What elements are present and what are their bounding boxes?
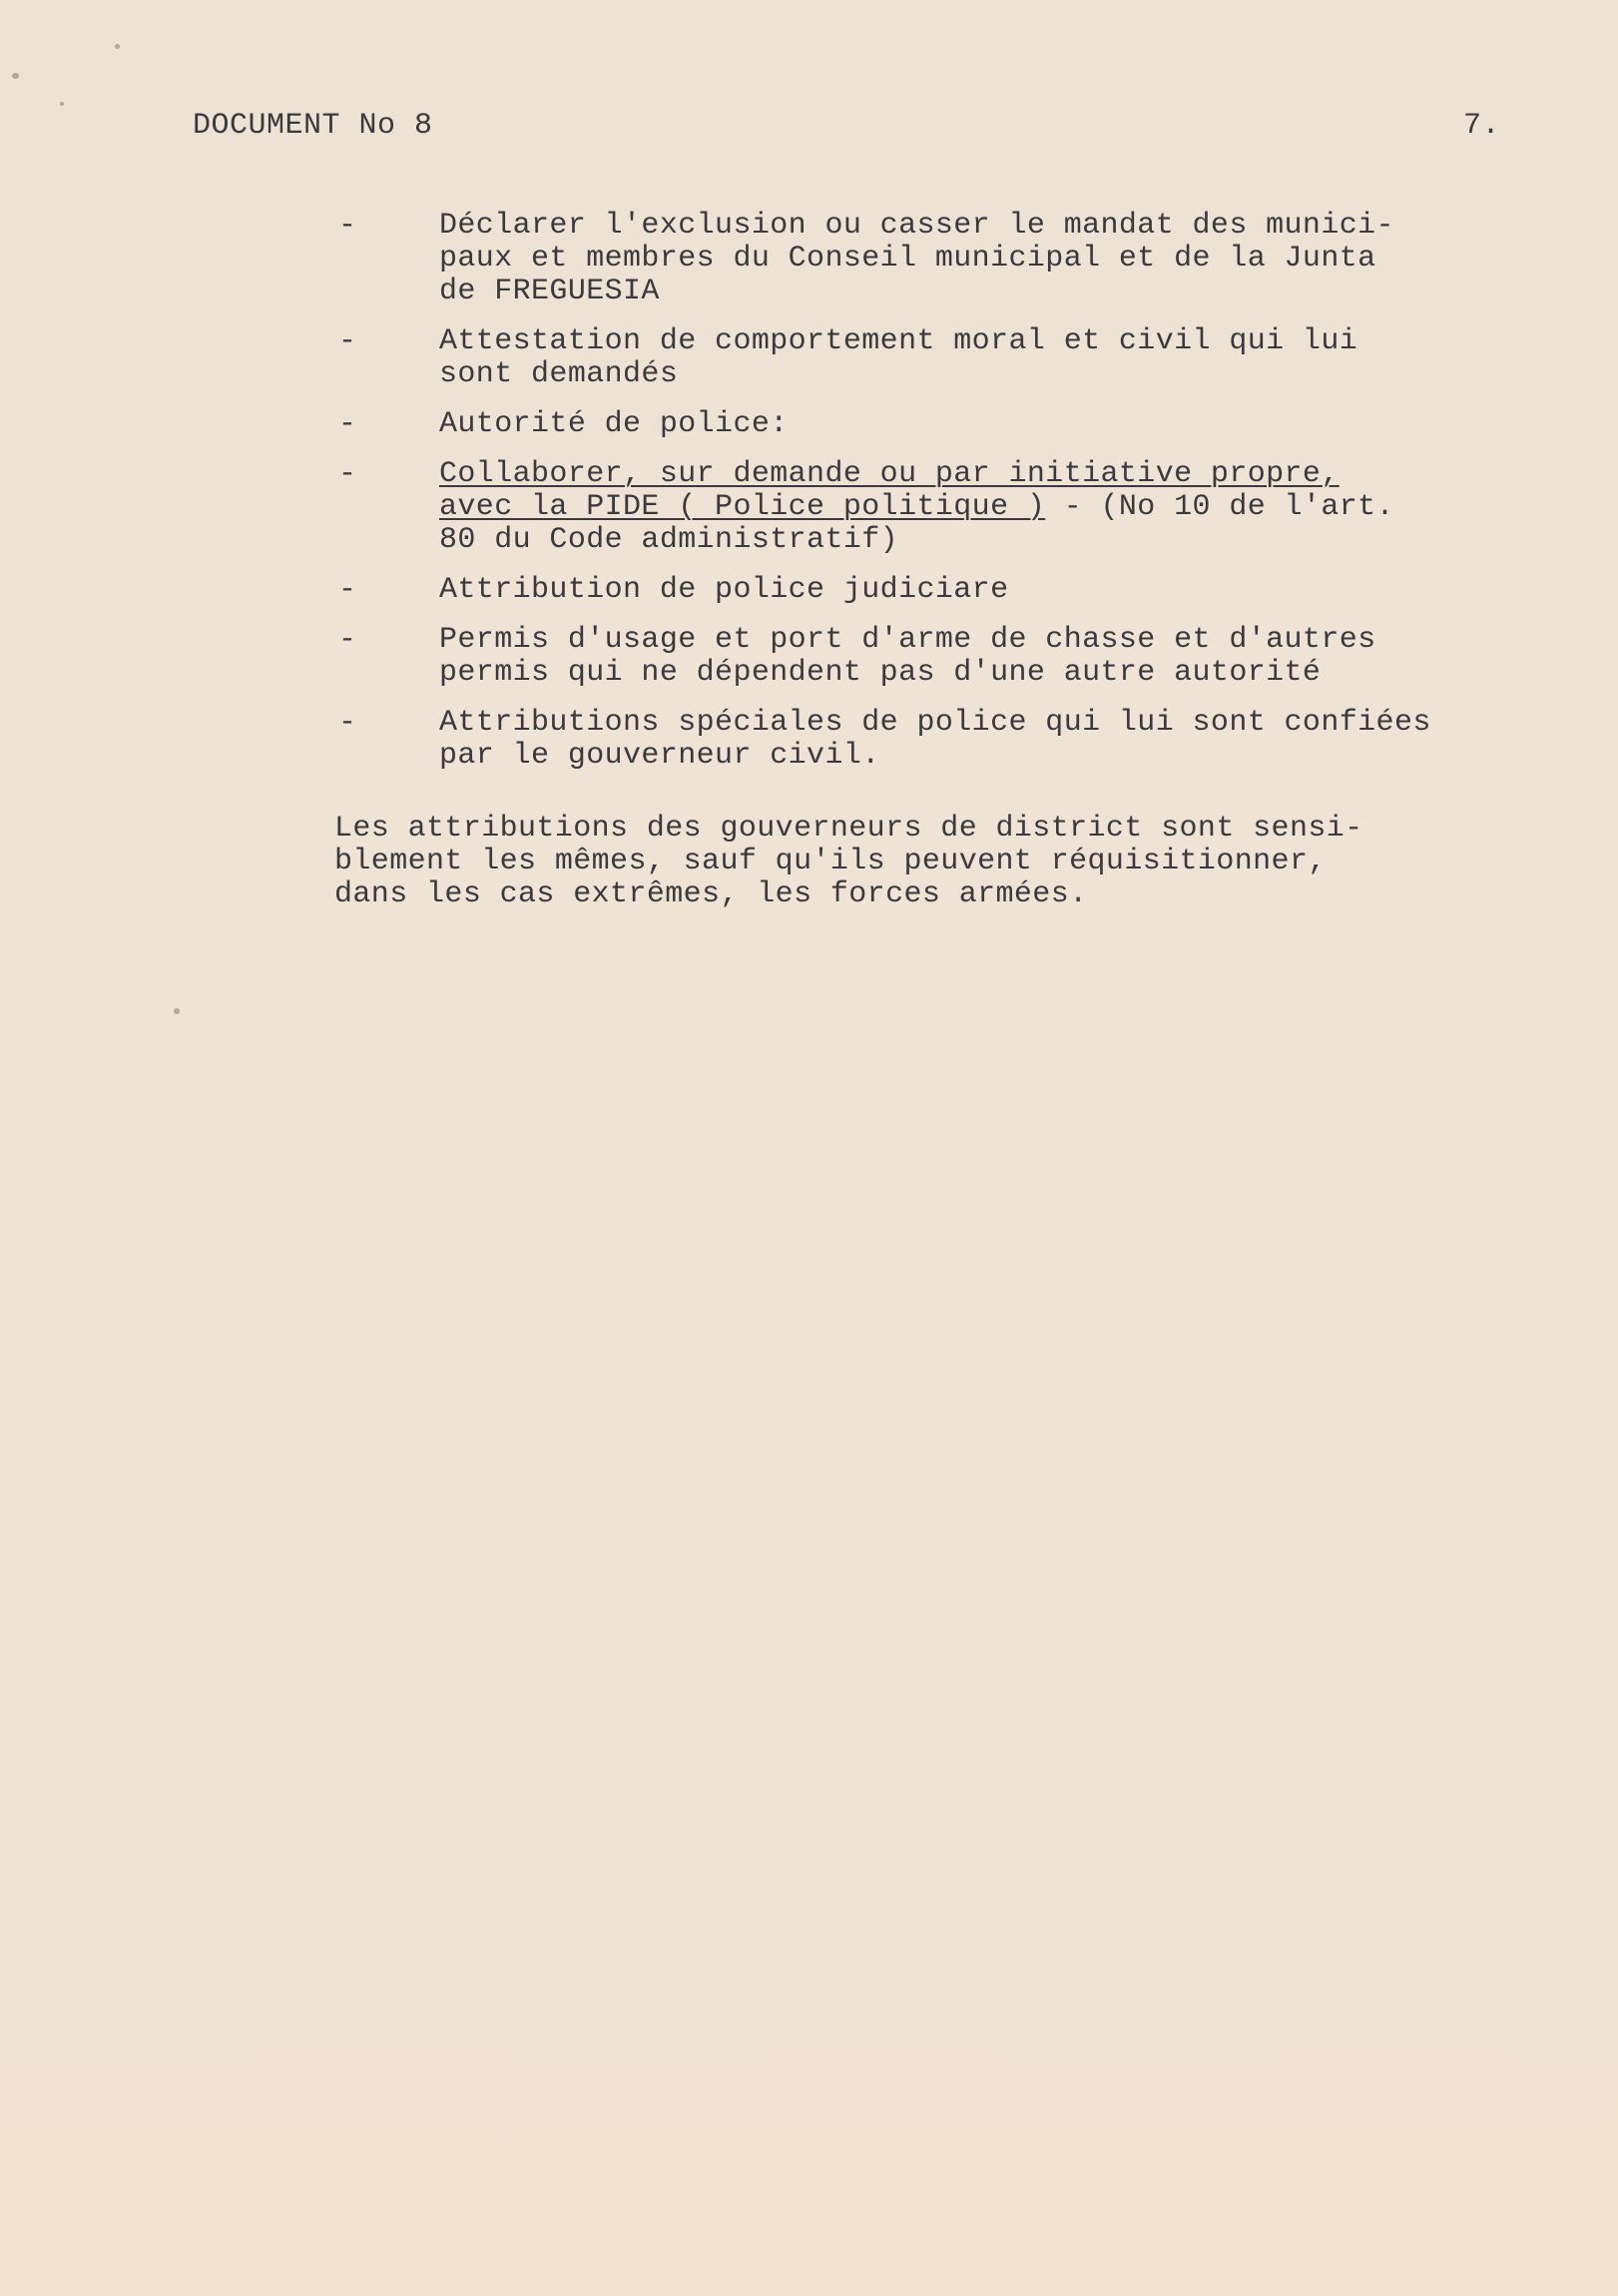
- list-item: [334, 574, 1512, 607]
- list-dash: -: [338, 457, 357, 491]
- list-item: [334, 325, 1512, 391]
- list-item-line: Permis d'usage et port d'arme de chasse et d'autres: [439, 623, 1376, 657]
- list-item-line: Déclarer l'exclusion ou casser le mandat des munici-: [439, 209, 1394, 243]
- document-title: DOCUMENT No 8: [193, 109, 433, 143]
- list-item: [334, 408, 1512, 441]
- paragraph-line: dans les cas extrêmes, les forces armées.: [334, 877, 1088, 911]
- list-item: [334, 624, 1512, 690]
- list-item: [334, 210, 1512, 308]
- list-dash: -: [338, 623, 357, 657]
- list-item: [334, 458, 1512, 557]
- list-item-line: par le gouverneur civil.: [439, 739, 880, 773]
- list-dash: -: [338, 209, 357, 243]
- list-item-line: Attestation de comportement moral et civil qui lui: [439, 324, 1358, 358]
- list-item-line: Attribution de police judiciare: [439, 573, 1009, 607]
- list-item-line: [439, 458, 1512, 491]
- list-item-line: paux et membres du Conseil municipal et de la Junta: [439, 242, 1376, 276]
- ink-speck: [12, 73, 19, 79]
- paragraph-line: Les attributions des gouverneurs de district sont sensi-: [334, 812, 1363, 846]
- list-item-line: Attributions spéciales de police qui lui sont confiées: [439, 706, 1431, 740]
- list-item: [334, 707, 1512, 773]
- underlined-text: Collaborer, sur demande ou par initiative propre,: [439, 457, 1340, 491]
- list-item-text: - (No 10 de l'art.: [1045, 490, 1394, 524]
- ink-speck: [174, 1008, 180, 1014]
- attributions-list: [334, 210, 1512, 790]
- list-item-line: [439, 491, 1512, 524]
- list-item-line: permis qui ne dépendent pas d'une autre autorité: [439, 656, 1322, 690]
- paragraph-line: blement les mêmes, sauf qu'ils peuvent réquisitionner,: [334, 845, 1327, 878]
- list-dash: -: [338, 324, 357, 358]
- page-header: [193, 108, 1500, 148]
- list-item-line: sont demandés: [439, 357, 679, 391]
- closing-paragraph: [334, 813, 1512, 911]
- ink-speck: [115, 44, 120, 49]
- underlined-text: avec la PIDE ( Police politique ): [439, 490, 1046, 524]
- list-dash: -: [338, 573, 357, 607]
- list-item-line: de FREGUESIA: [439, 275, 660, 308]
- ink-speck: [60, 102, 64, 106]
- list-dash: -: [338, 706, 357, 740]
- list-dash: -: [338, 407, 357, 441]
- list-item-line: 80 du Code administratif): [439, 523, 899, 557]
- page-number: 7.: [1462, 109, 1500, 143]
- list-item-line: Autorité de police:: [439, 407, 789, 441]
